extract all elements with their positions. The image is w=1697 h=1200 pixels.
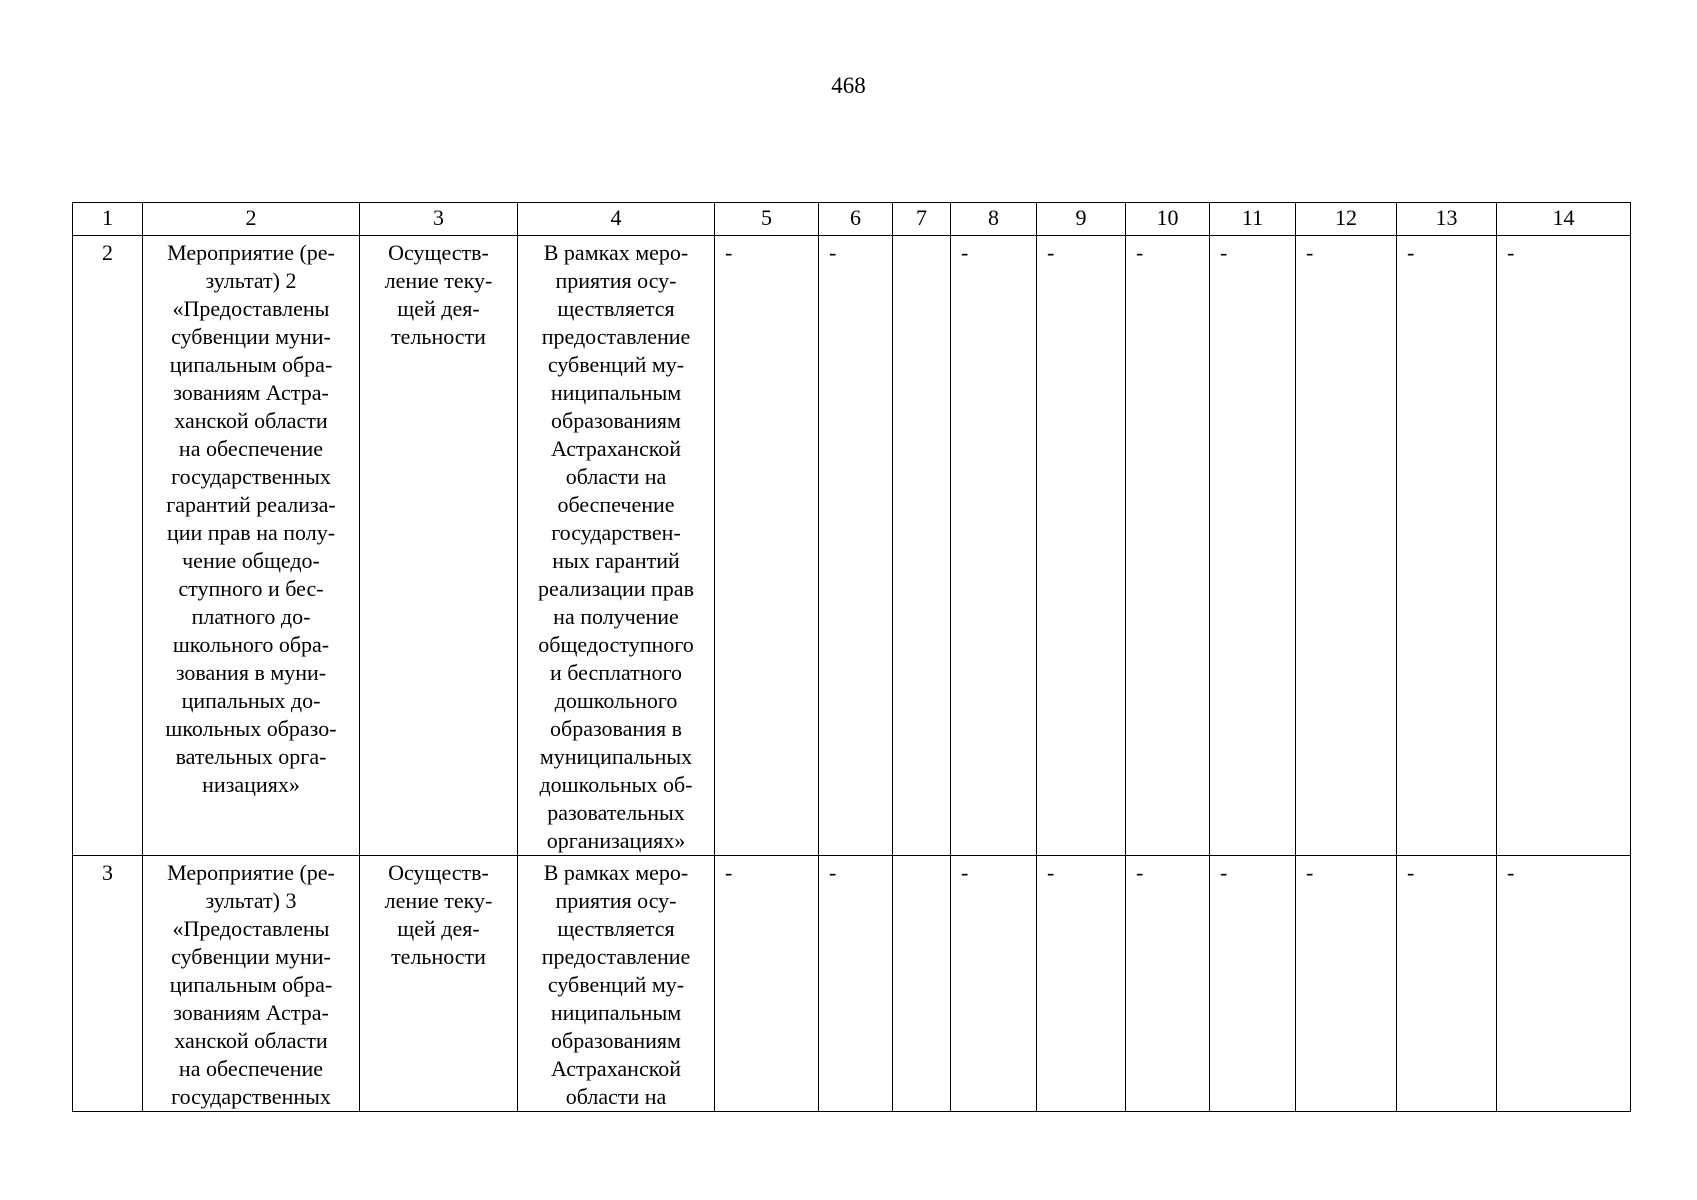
cell-text-line: ханской области [174,408,328,433]
cell-text-line: на обеспечение [178,436,324,461]
cell-text-line: дошкольного [554,688,678,713]
cell-text-line: ниципальным [550,380,682,405]
column-header: 2 [143,203,360,236]
cell-text-line: щей дея- [397,296,480,321]
event-name-cell [143,856,360,1112]
column-header: 11 [1210,203,1296,236]
cell-text-line: Мероприятие (ре- [167,240,335,265]
row-number-cell: 2 [73,236,143,856]
cell-text-line: школьных образо- [165,716,337,741]
cell-text-line: вательных орга- [175,744,327,769]
cell-text-line: зования в муни- [175,660,327,685]
cell-text-line: дошкольных об- [539,772,693,797]
cell-text-line: зультат) 2 [205,268,297,293]
value-cell: - [951,856,1037,1112]
cell-text-line: и бесплатного [549,660,683,685]
value-cell: - [1296,236,1397,856]
cell-text-line: субвенции муни- [171,324,331,349]
cell-text-line: Осуществ- [388,860,489,885]
cell-text-line: ление теку- [384,268,493,293]
cell-text-line: предоставление [541,944,691,969]
cell-text-line: области на [565,1084,667,1109]
value-cell: - [1037,856,1126,1112]
cell-text-line: ление теку- [384,888,493,913]
value-cell: - [1126,856,1210,1112]
cell-text-line: образованиям [551,408,681,433]
cell-text-line: В рамках меро- [543,240,689,265]
table-header-row [73,203,1631,236]
value-cell: - [1126,236,1210,856]
value-cell: - [1296,856,1397,1112]
event-name-cell [143,236,360,856]
cell-text-line: ниципальным [550,1000,682,1025]
value-cell: - [819,856,893,1112]
column-header: 12 [1296,203,1397,236]
cell-text-line: образования в [550,716,682,741]
cell-text-line: организациях» [546,828,686,853]
value-cell: - [715,856,819,1112]
cell-text-line: гарантий реализа- [166,492,336,517]
cell-text-line: тельности [391,944,486,969]
value-cell: - [819,236,893,856]
cell-text-line: муниципальных [539,744,693,769]
cell-text-line: разовательных [547,800,685,825]
cell-text-line: ществляется [557,916,675,941]
cell-text-line: приятия осу- [555,268,677,293]
table-row [73,236,1631,856]
column-header: 3 [360,203,518,236]
value-cell [893,236,951,856]
value-cell: - [715,236,819,856]
event-description-cell [518,856,715,1112]
cell-text-line: щей дея- [397,916,480,941]
cell-text-line: Астраханской [550,436,682,461]
cell-text-line: ных гарантий [552,548,680,573]
cell-text-line: на получение [553,604,679,629]
cell-text-line: школьного обра- [172,632,330,657]
column-header: 8 [951,203,1037,236]
cell-text-line: платного до- [191,604,311,629]
cell-text-line: государственных [171,1084,331,1109]
cell-text-line: «Предоставлены [172,296,330,321]
column-header: 10 [1126,203,1210,236]
cell-text-line: ципальным обра- [169,352,333,377]
cell-text-line: Мероприятие (ре- [167,860,335,885]
cell-text-line: реализации прав [538,576,694,601]
cell-text-line: чение общедо- [182,548,320,573]
event-type-cell [360,856,518,1112]
cell-text-line: государствен- [551,520,681,545]
cell-text-line: ципальным обра- [169,972,333,997]
cell-text-line: приятия осу- [555,888,677,913]
column-header: 5 [715,203,819,236]
cell-text-line: субвенции муни- [171,944,331,969]
value-cell [893,856,951,1112]
value-cell: - [1397,856,1497,1112]
column-header: 4 [518,203,715,236]
cell-text-line: Астраханской [550,1056,682,1081]
value-cell: - [1210,236,1296,856]
page-number: 468 [831,73,866,98]
table-row [73,856,1631,1112]
event-description-cell [518,236,715,856]
column-header: 13 [1397,203,1497,236]
value-cell: - [1037,236,1126,856]
cell-text-line: предоставление [541,324,691,349]
column-header: 9 [1037,203,1126,236]
cell-text-line: низациях» [202,772,300,797]
cell-text-line: области на [565,464,667,489]
cell-text-line: ципальных до- [181,688,321,713]
column-header: 6 [819,203,893,236]
value-cell: - [951,236,1037,856]
cell-text-line: обеспечение [557,492,675,517]
cell-text-line: зультат) 3 [205,888,297,913]
column-header: 14 [1497,203,1631,236]
cell-text-line: ции прав на полу- [166,520,336,545]
cell-text-line: на обеспечение [178,1056,324,1081]
column-header: 7 [893,203,951,236]
cell-text-line: ханской области [174,1028,328,1053]
cell-text-line: зованиям Астра- [173,380,329,405]
cell-text-line: субвенций му- [547,972,685,997]
value-cell: - [1210,856,1296,1112]
document-table [72,202,1631,1112]
row-number-cell: 3 [73,856,143,1112]
cell-text-line: «Предоставлены [172,916,330,941]
event-type-cell [360,236,518,856]
cell-text-line: Осуществ- [388,240,489,265]
cell-text-line: В рамках меро- [543,860,689,885]
cell-text-line: тельности [391,324,486,349]
cell-text-line: государственных [171,464,331,489]
cell-text-line: общедоступного [538,632,694,657]
cell-text-line: ступного и бес- [178,576,324,601]
cell-text-line: зованиям Астра- [173,1000,329,1025]
cell-text-line: образованиям [551,1028,681,1053]
cell-text-line: ществляется [557,296,675,321]
value-cell: - [1497,236,1631,856]
value-cell: - [1497,856,1631,1112]
cell-text-line: субвенций му- [547,352,685,377]
value-cell: - [1397,236,1497,856]
column-header: 1 [73,203,143,236]
